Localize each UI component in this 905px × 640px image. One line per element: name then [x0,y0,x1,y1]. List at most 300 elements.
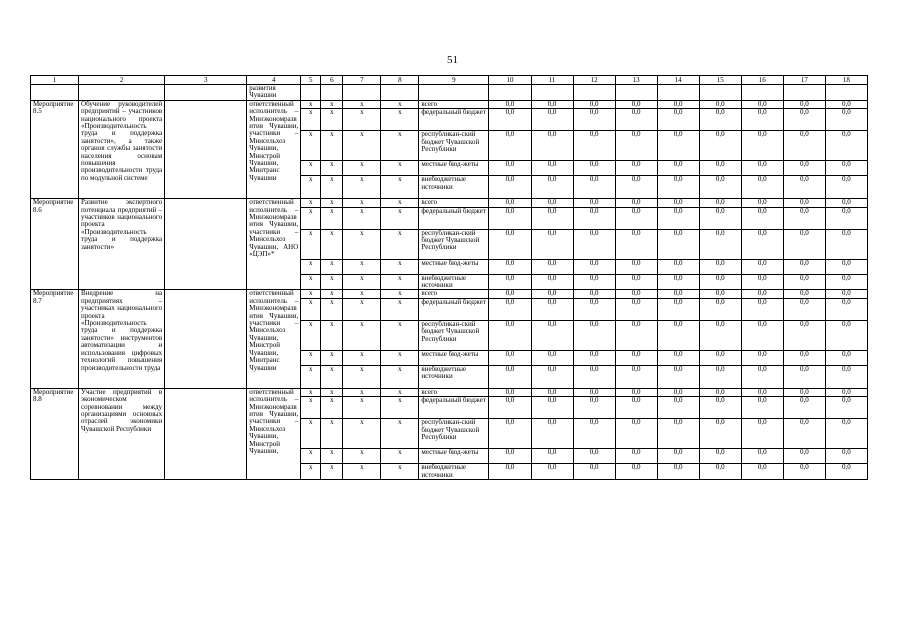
x-cell: x [343,397,381,419]
amount-cell: 0,0 [573,388,615,396]
amount-cell: 0,0 [489,131,531,161]
x-cell: x [321,176,343,199]
funding-source: внебюджетные источники [419,176,489,199]
amount-cell: 0,0 [741,419,783,449]
measure-executor: ответственный исполнитель – Минэкономразвития Чувашии, участники – Минсельхоз Чувашии, Минстрой Чувашии, Минтранс Чувашии [247,100,301,198]
x-cell: x [381,419,419,449]
amount-cell: 0,0 [657,290,699,298]
amount-cell: 0,0 [699,388,741,396]
x-cell: x [301,290,321,298]
header-cell: 14 [657,76,699,85]
amount-cell: 0,0 [741,320,783,350]
header-cell: 16 [741,76,783,85]
amount-cell: 0,0 [489,207,531,229]
amount-cell: 0,0 [699,207,741,229]
amount-cell: 0,0 [741,290,783,298]
amount-cell: 0,0 [741,274,783,290]
amount-cell: 0,0 [489,161,531,176]
measure-col3 [165,290,247,388]
amount-cell: 0,0 [741,109,783,131]
amount-cell: 0,0 [699,419,741,449]
amount-cell: 0,0 [489,320,531,350]
amount-cell: 0,0 [783,388,825,396]
amount-cell: 0,0 [531,207,573,229]
amount-cell: 0,0 [657,388,699,396]
amount-cell: 0,0 [657,274,699,290]
x-cell: x [321,350,343,365]
x-cell: x [381,350,419,365]
amount-cell: 0,0 [657,419,699,449]
x-cell: x [343,131,381,161]
x-cell: x [381,449,419,464]
x-cell: x [321,419,343,449]
table-row [31,388,868,396]
amount-cell: 0,0 [657,161,699,176]
amount-cell: 0,0 [783,350,825,365]
amount-cell: 0,0 [573,229,615,259]
amount-cell: 0,0 [825,109,867,131]
amount-cell: 0,0 [489,464,531,480]
amount-cell: 0,0 [699,229,741,259]
amount-cell: 0,0 [657,464,699,480]
amount-cell: 0,0 [531,320,573,350]
amount-cell: 0,0 [699,161,741,176]
amount-cell: 0,0 [531,229,573,259]
amount-cell: 0,0 [489,365,531,388]
amount-cell: 0,0 [657,397,699,419]
amount-cell: 0,0 [615,350,657,365]
amount-cell: 0,0 [657,100,699,108]
measure-col3 [165,100,247,198]
x-cell: x [343,176,381,199]
amount-cell: 0,0 [783,365,825,388]
amount-cell: 0,0 [615,290,657,298]
x-cell: x [343,274,381,290]
measure-name: Развитие экспертного потенциала предприятий – участников национального проекта «Производительность труда и поддержка занятости» [79,199,165,290]
funding-source: местные бюд-жеты [419,161,489,176]
amount-cell: 0,0 [699,290,741,298]
amount-cell: 0,0 [783,100,825,108]
funding-source: республикан-ский бюджет Чувашской Республики [419,131,489,161]
header-cell: 13 [615,76,657,85]
amount-cell: 0,0 [699,397,741,419]
amount-cell: 0,0 [573,397,615,419]
x-cell: x [343,161,381,176]
amount-cell: 0,0 [741,298,783,320]
x-cell: x [381,131,419,161]
amount-cell: 0,0 [489,419,531,449]
funding-source: внебюджетные источники [419,274,489,290]
funding-source: местные бюд-жеты [419,259,489,274]
amount-cell: 0,0 [741,449,783,464]
measure-executor: ответственный исполнитель – Минэкономразвития Чувашии, участники – Минсельхоз Чувашии, Минстрой Чувашии, [247,388,301,479]
amount-cell: 0,0 [699,350,741,365]
amount-cell: 0,0 [657,449,699,464]
x-cell: x [301,161,321,176]
funding-source: местные бюд-жеты [419,350,489,365]
x-cell: x [381,290,419,298]
funding-source: внебюджетные источники [419,365,489,388]
amount-cell: 0,0 [489,350,531,365]
program-table [30,75,868,480]
header-row [31,76,868,85]
header-cell: 11 [531,76,573,85]
measure-code: Мероприятие 8.5 [31,100,79,198]
x-cell: x [343,207,381,229]
amount-cell: 0,0 [531,131,573,161]
x-cell: x [343,100,381,108]
amount-cell: 0,0 [699,365,741,388]
amount-cell: 0,0 [615,161,657,176]
amount-cell: 0,0 [489,449,531,464]
amount-cell: 0,0 [783,109,825,131]
x-cell: x [381,259,419,274]
amount-cell: 0,0 [573,464,615,480]
funding-source: всего [419,199,489,207]
measure-code: Мероприятие 8.8 [31,388,79,479]
header-cell: 6 [321,76,343,85]
amount-cell: 0,0 [615,199,657,207]
funding-source: республикан-ский бюджет Чувашской Республики [419,419,489,449]
amount-cell: 0,0 [573,109,615,131]
amount-cell: 0,0 [657,109,699,131]
amount-cell: 0,0 [699,298,741,320]
x-cell: x [301,464,321,480]
amount-cell: 0,0 [573,100,615,108]
amount-cell: 0,0 [741,388,783,396]
measure-col3 [165,199,247,290]
x-cell: x [301,388,321,396]
x-cell: x [301,131,321,161]
x-cell: x [301,397,321,419]
measure-code: Мероприятие 8.6 [31,199,79,290]
x-cell: x [343,419,381,449]
amount-cell: 0,0 [783,207,825,229]
amount-cell: 0,0 [615,131,657,161]
amount-cell: 0,0 [825,274,867,290]
header-cell: 2 [79,76,165,85]
amount-cell: 0,0 [573,419,615,449]
amount-cell: 0,0 [489,229,531,259]
x-cell: x [343,229,381,259]
table-row [31,199,868,207]
funding-source: федеральный бюджет [419,298,489,320]
amount-cell: 0,0 [825,259,867,274]
amount-cell: 0,0 [531,176,573,199]
page-number: 51 [447,54,458,66]
amount-cell: 0,0 [741,397,783,419]
x-cell: x [343,109,381,131]
amount-cell: 0,0 [657,365,699,388]
amount-cell: 0,0 [825,199,867,207]
amount-cell: 0,0 [531,419,573,449]
amount-cell: 0,0 [783,176,825,199]
amount-cell: 0,0 [825,464,867,480]
x-cell: x [381,176,419,199]
amount-cell: 0,0 [825,388,867,396]
amount-cell: 0,0 [741,199,783,207]
funding-source: федеральный бюджет [419,397,489,419]
amount-cell: 0,0 [489,388,531,396]
x-cell: x [321,109,343,131]
x-cell: x [301,109,321,131]
x-cell: x [321,397,343,419]
x-cell: x [381,298,419,320]
amount-cell: 0,0 [825,320,867,350]
amount-cell: 0,0 [657,131,699,161]
x-cell: x [343,320,381,350]
amount-cell: 0,0 [615,388,657,396]
funding-source: республикан-ский бюджет Чувашской Республики [419,320,489,350]
x-cell: x [301,365,321,388]
header-cell: 1 [31,76,79,85]
x-cell: x [321,229,343,259]
amount-cell: 0,0 [741,161,783,176]
amount-cell: 0,0 [573,131,615,161]
amount-cell: 0,0 [531,388,573,396]
x-cell: x [381,320,419,350]
measure-name: Внедрение на предприятиях – участниках национального проекта «Производительность труда и поддержка занятости» инструментов автоматизации и использования цифровых технологий повышения производительности труда [79,290,165,388]
amount-cell: 0,0 [657,176,699,199]
amount-cell: 0,0 [699,109,741,131]
x-cell: x [381,100,419,108]
header-cell: 17 [783,76,825,85]
amount-cell: 0,0 [657,298,699,320]
amount-cell: 0,0 [741,365,783,388]
amount-cell: 0,0 [531,259,573,274]
amount-cell: 0,0 [531,464,573,480]
amount-cell: 0,0 [783,298,825,320]
amount-cell: 0,0 [699,464,741,480]
amount-cell: 0,0 [489,100,531,108]
x-cell: x [381,388,419,396]
x-cell: x [321,388,343,396]
amount-cell: 0,0 [783,229,825,259]
x-cell: x [381,365,419,388]
amount-cell: 0,0 [825,290,867,298]
measure-code: Мероприятие 8.7 [31,290,79,388]
x-cell: x [343,365,381,388]
amount-cell: 0,0 [615,464,657,480]
amount-cell: 0,0 [531,298,573,320]
amount-cell: 0,0 [825,419,867,449]
amount-cell: 0,0 [741,207,783,229]
amount-cell: 0,0 [825,449,867,464]
amount-cell: 0,0 [615,320,657,350]
x-cell: x [381,161,419,176]
amount-cell: 0,0 [615,298,657,320]
measure-executor: ответственный исполнитель – Минэкономразвития Чувашии, участники – Минсельхоз Чувашии, АНО «ЦЭП»* [247,199,301,290]
table-row [31,100,868,108]
amount-cell: 0,0 [825,176,867,199]
amount-cell: 0,0 [615,229,657,259]
amount-cell: 0,0 [657,199,699,207]
x-cell: x [321,320,343,350]
x-cell: x [321,274,343,290]
x-cell: x [301,259,321,274]
header-cell: 9 [419,76,489,85]
amount-cell: 0,0 [489,274,531,290]
amount-cell: 0,0 [699,131,741,161]
amount-cell: 0,0 [573,259,615,274]
amount-cell: 0,0 [825,100,867,108]
amount-cell: 0,0 [825,350,867,365]
amount-cell: 0,0 [489,199,531,207]
amount-cell: 0,0 [573,290,615,298]
amount-cell: 0,0 [783,131,825,161]
header-cell: 7 [343,76,381,85]
amount-cell: 0,0 [825,229,867,259]
x-cell: x [301,199,321,207]
amount-cell: 0,0 [573,161,615,176]
amount-cell: 0,0 [741,176,783,199]
amount-cell: 0,0 [573,207,615,229]
amount-cell: 0,0 [699,449,741,464]
amount-cell: 0,0 [489,259,531,274]
x-cell: x [381,464,419,480]
amount-cell: 0,0 [573,176,615,199]
x-cell: x [301,419,321,449]
amount-cell: 0,0 [615,274,657,290]
amount-cell: 0,0 [657,350,699,365]
amount-cell: 0,0 [783,397,825,419]
amount-cell: 0,0 [699,176,741,199]
funding-source: республикан-ский бюджет Чувашской Республики [419,229,489,259]
amount-cell: 0,0 [615,207,657,229]
x-cell: x [321,131,343,161]
amount-cell: 0,0 [741,464,783,480]
x-cell: x [343,298,381,320]
amount-cell: 0,0 [573,274,615,290]
measure-executor: ответственный исполнитель – Минэкономразвития Чувашии, участники – Минсельхоз Чувашии, Минстрой Чувашии, Минтранс Чувашии [247,290,301,388]
amount-cell: 0,0 [783,161,825,176]
funding-source: федеральный бюджет [419,207,489,229]
amount-cell: 0,0 [489,298,531,320]
amount-cell: 0,0 [741,229,783,259]
carry-over-row [31,85,868,101]
amount-cell: 0,0 [573,320,615,350]
amount-cell: 0,0 [699,274,741,290]
x-cell: x [301,298,321,320]
amount-cell: 0,0 [573,199,615,207]
amount-cell: 0,0 [573,449,615,464]
amount-cell: 0,0 [699,259,741,274]
amount-cell: 0,0 [573,350,615,365]
x-cell: x [381,109,419,131]
amount-cell: 0,0 [531,100,573,108]
x-cell: x [381,229,419,259]
amount-cell: 0,0 [657,259,699,274]
x-cell: x [301,274,321,290]
funding-source: внебюджетные источники [419,464,489,480]
funding-source: федеральный бюджет [419,109,489,131]
x-cell: x [343,199,381,207]
x-cell: x [301,229,321,259]
amount-cell: 0,0 [615,109,657,131]
amount-cell: 0,0 [825,131,867,161]
amount-cell: 0,0 [783,464,825,480]
x-cell: x [343,259,381,274]
amount-cell: 0,0 [531,350,573,365]
amount-cell: 0,0 [489,176,531,199]
x-cell: x [381,397,419,419]
amount-cell: 0,0 [783,290,825,298]
amount-cell: 0,0 [531,397,573,419]
amount-cell: 0,0 [615,419,657,449]
amount-cell: 0,0 [741,131,783,161]
amount-cell: 0,0 [615,365,657,388]
x-cell: x [301,100,321,108]
amount-cell: 0,0 [531,449,573,464]
x-cell: x [343,350,381,365]
amount-cell: 0,0 [699,199,741,207]
amount-cell: 0,0 [825,207,867,229]
measure-name: Обучение руководителей предприятий – участников национального проекта «Производительность труда и поддержка занятости», а также органов службы занятости населения основам повышения производительности труда по модульной системе [79,100,165,198]
carry-over-cell: развития Чувашии [247,85,301,101]
amount-cell: 0,0 [825,298,867,320]
x-cell: x [321,207,343,229]
funding-source: всего [419,388,489,396]
amount-cell: 0,0 [531,274,573,290]
table-row [31,290,868,298]
x-cell: x [301,449,321,464]
amount-cell: 0,0 [615,176,657,199]
funding-source: местные бюд-жеты [419,449,489,464]
amount-cell: 0,0 [531,365,573,388]
amount-cell: 0,0 [615,259,657,274]
amount-cell: 0,0 [573,365,615,388]
amount-cell: 0,0 [531,199,573,207]
amount-cell: 0,0 [657,320,699,350]
x-cell: x [343,290,381,298]
measure-name: Участие предприятий в экономическом соревновании между организациями основных отраслей экономики Чувашской Республики [79,388,165,479]
amount-cell: 0,0 [741,350,783,365]
amount-cell: 0,0 [699,100,741,108]
amount-cell: 0,0 [573,298,615,320]
amount-cell: 0,0 [657,207,699,229]
x-cell: x [321,449,343,464]
x-cell: x [343,388,381,396]
amount-cell: 0,0 [531,109,573,131]
amount-cell: 0,0 [615,397,657,419]
header-cell: 3 [165,76,247,85]
header-cell: 5 [301,76,321,85]
amount-cell: 0,0 [489,290,531,298]
amount-cell: 0,0 [615,449,657,464]
header-cell: 12 [573,76,615,85]
x-cell: x [321,100,343,108]
x-cell: x [381,199,419,207]
header-cell: 10 [489,76,531,85]
x-cell: x [321,199,343,207]
header-cell: 8 [381,76,419,85]
header-cell: 18 [825,76,867,85]
measure-col3 [165,388,247,479]
x-cell: x [321,259,343,274]
header-cell: 4 [247,76,301,85]
x-cell: x [381,207,419,229]
amount-cell: 0,0 [489,397,531,419]
x-cell: x [343,464,381,480]
x-cell: x [321,161,343,176]
x-cell: x [301,350,321,365]
funding-source: всего [419,290,489,298]
x-cell: x [321,464,343,480]
amount-cell: 0,0 [783,449,825,464]
x-cell: x [301,207,321,229]
amount-cell: 0,0 [783,274,825,290]
header-cell: 15 [699,76,741,85]
